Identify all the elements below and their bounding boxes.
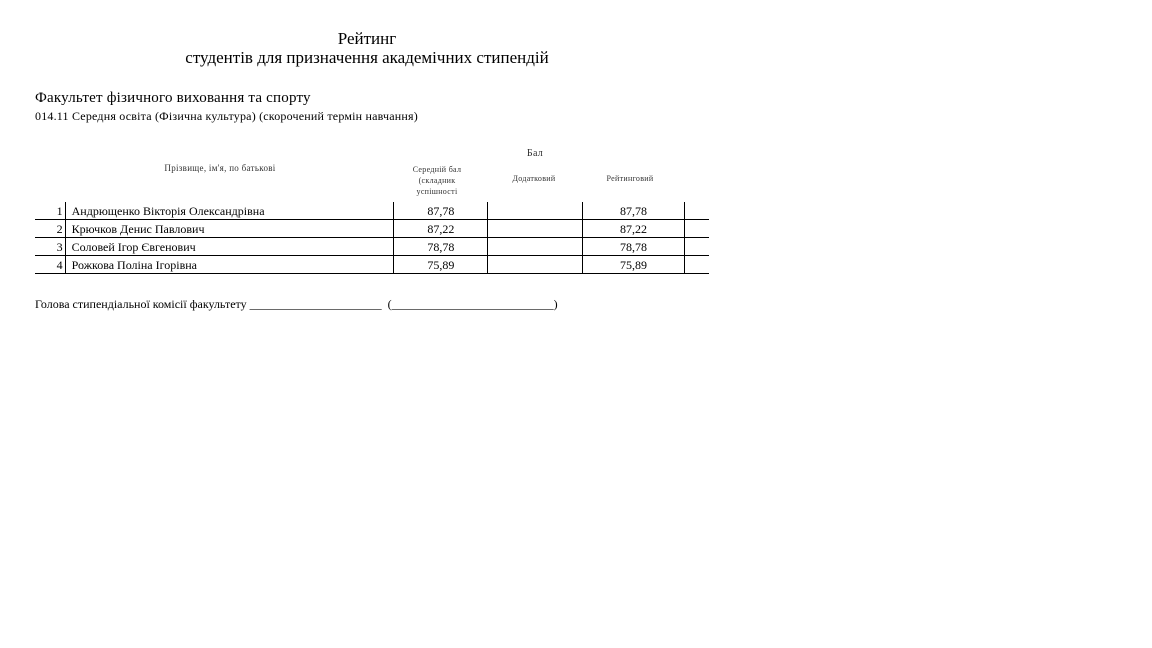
document-title: Рейтинг	[337, 29, 397, 48]
header-average	[400, 164, 474, 197]
additional-score	[488, 256, 582, 274]
row-number: 3	[35, 238, 65, 256]
header-rating: Рейтинговий	[606, 174, 654, 183]
average-score: 87,22	[394, 220, 488, 238]
header-additional: Додатковий	[512, 174, 556, 183]
header-average-line1: Середній бал	[412, 165, 462, 174]
student-name: Крючков Денис Павлович	[65, 220, 394, 238]
table-row	[35, 256, 709, 274]
row-tail	[685, 220, 709, 238]
header-name: Прізвище, ім'я, по батькові	[164, 163, 276, 173]
additional-score	[488, 220, 582, 238]
average-score: 75,89	[394, 256, 488, 274]
header-score-group: Бал	[526, 148, 544, 159]
student-name: Андрющенко Вікторія Олександрівна	[65, 202, 394, 220]
table-row	[35, 220, 709, 238]
row-tail	[685, 238, 709, 256]
rating-score: 78,78	[582, 238, 685, 256]
signature-line: Голова стипендіальної комісії факультету ______________________ (___________________________)	[35, 297, 558, 311]
faculty-name: Факультет фізичного виховання та спорту	[35, 90, 311, 106]
rating-score: 75,89	[582, 256, 685, 274]
student-name: Рожкова Поліна Ігорівна	[65, 256, 394, 274]
row-tail	[685, 256, 709, 274]
header-average-line3: успішності	[416, 187, 458, 196]
document-subtitle: студентів для призначення академічних стипендій	[185, 48, 549, 67]
rating-score: 87,22	[582, 220, 685, 238]
table-row	[35, 202, 709, 220]
student-name: Соловей Ігор Євгенович	[65, 238, 394, 256]
row-number: 2	[35, 220, 65, 238]
average-score: 87,78	[394, 202, 488, 220]
row-number: 1	[35, 202, 65, 220]
table-row	[35, 238, 709, 256]
header-average-line2: (складник	[418, 176, 456, 185]
row-number: 4	[35, 256, 65, 274]
additional-score	[488, 238, 582, 256]
additional-score	[488, 202, 582, 220]
rating-score: 87,78	[582, 202, 685, 220]
specialty-name: 014.11 Середня освіта (Фізична культура) (скорочений термін навчання)	[35, 109, 418, 123]
average-score: 78,78	[394, 238, 488, 256]
rating-table	[35, 202, 709, 274]
row-tail	[685, 202, 709, 220]
